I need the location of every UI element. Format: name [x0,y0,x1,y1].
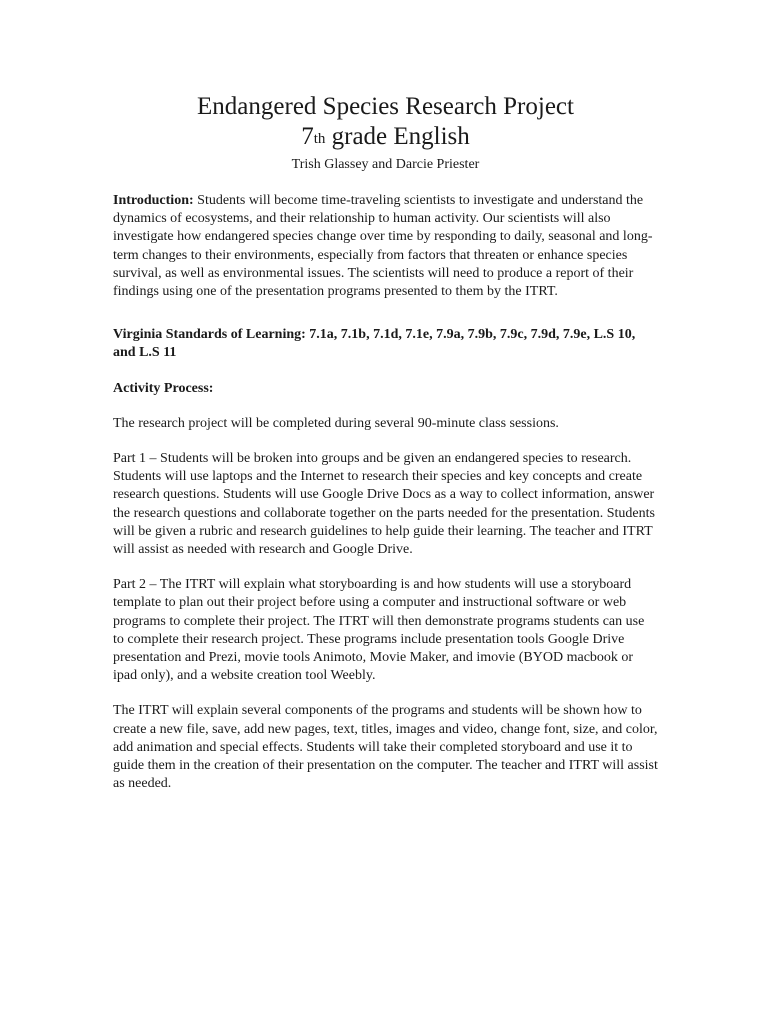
timeframe-paragraph: The research project will be completed during several 90-minute class sessions. [113,415,559,431]
introduction-paragraph [113,192,658,301]
document-subtitle [113,122,658,152]
part-2-paragraph: Part 2 – The ITRT will explain what storyboarding is and how students will use a storyboard template to plan out their project before using a computer and instructional software or web programs to complete their project. The ITRT will then demonstrate programs students can use to complete their research project. These programs include presentation tools Google Drive presentation and Prezi, movie tools Animoto, Movie Maker, and imovie (BYOD macbook or ipad only), and a website creation tool Weebly. [113,577,645,684]
standards-of-learning: Virginia Standards of Learning: 7.1a, 7.1b, 7.1d, 7.1e, 7.9a, 7.9b, 7.9c, 7.9d, 7.9e, L.S 10, and L.S 11 [113,327,636,361]
introduction-text: Students will become time-traveling scientists to investigate and understand the dynamics of ecosystems, and their relationship to human activity. Our scientists will also investigate how endangered species change over time by responding to daily, seasonal and long-term changes to their environments, especially from factors that threaten or enhance species survival, as well as environmental issues. The scientists will need to produce a report of their findings using one of the presentation programs presented to them by the ITRT. [113,193,653,300]
document-title: Endangered Species Research Project [197,93,574,120]
document-authors: Trish Glassey and Darcie Priester [291,157,480,172]
document-body [113,92,658,793]
itrt-components-paragraph: The ITRT will explain several components of the programs and students will be shown how to create a new file, save, add new pages, text, titles, images and video, change font, size, and color, add animation and special effects. Students will take their completed storyboard and use it to guide them in the creation of their presentation on the computer. The teacher and ITRT will assist as needed. [113,703,658,792]
activity-process-heading: Activity Process: [113,380,214,396]
introduction-label: Introduction: [113,193,194,208]
grade-superscript: th [313,131,326,147]
grade-number: 7 [301,123,314,150]
subtitle-rest: grade English [325,123,470,150]
part-1-paragraph: Part 1 – Students will be broken into groups and be given an endangered species to research. Students will use laptops and the Internet to research their species and key concepts and create research questions. Students will use Google Drive Docs as a way to collect information, answer the research questions and collaborate together on the parts needed for the presentation. Students will be given a rubric and research guidelines to help guide their learning. The teacher and ITRT will assist as needed with research and Google Drive. [113,451,655,558]
